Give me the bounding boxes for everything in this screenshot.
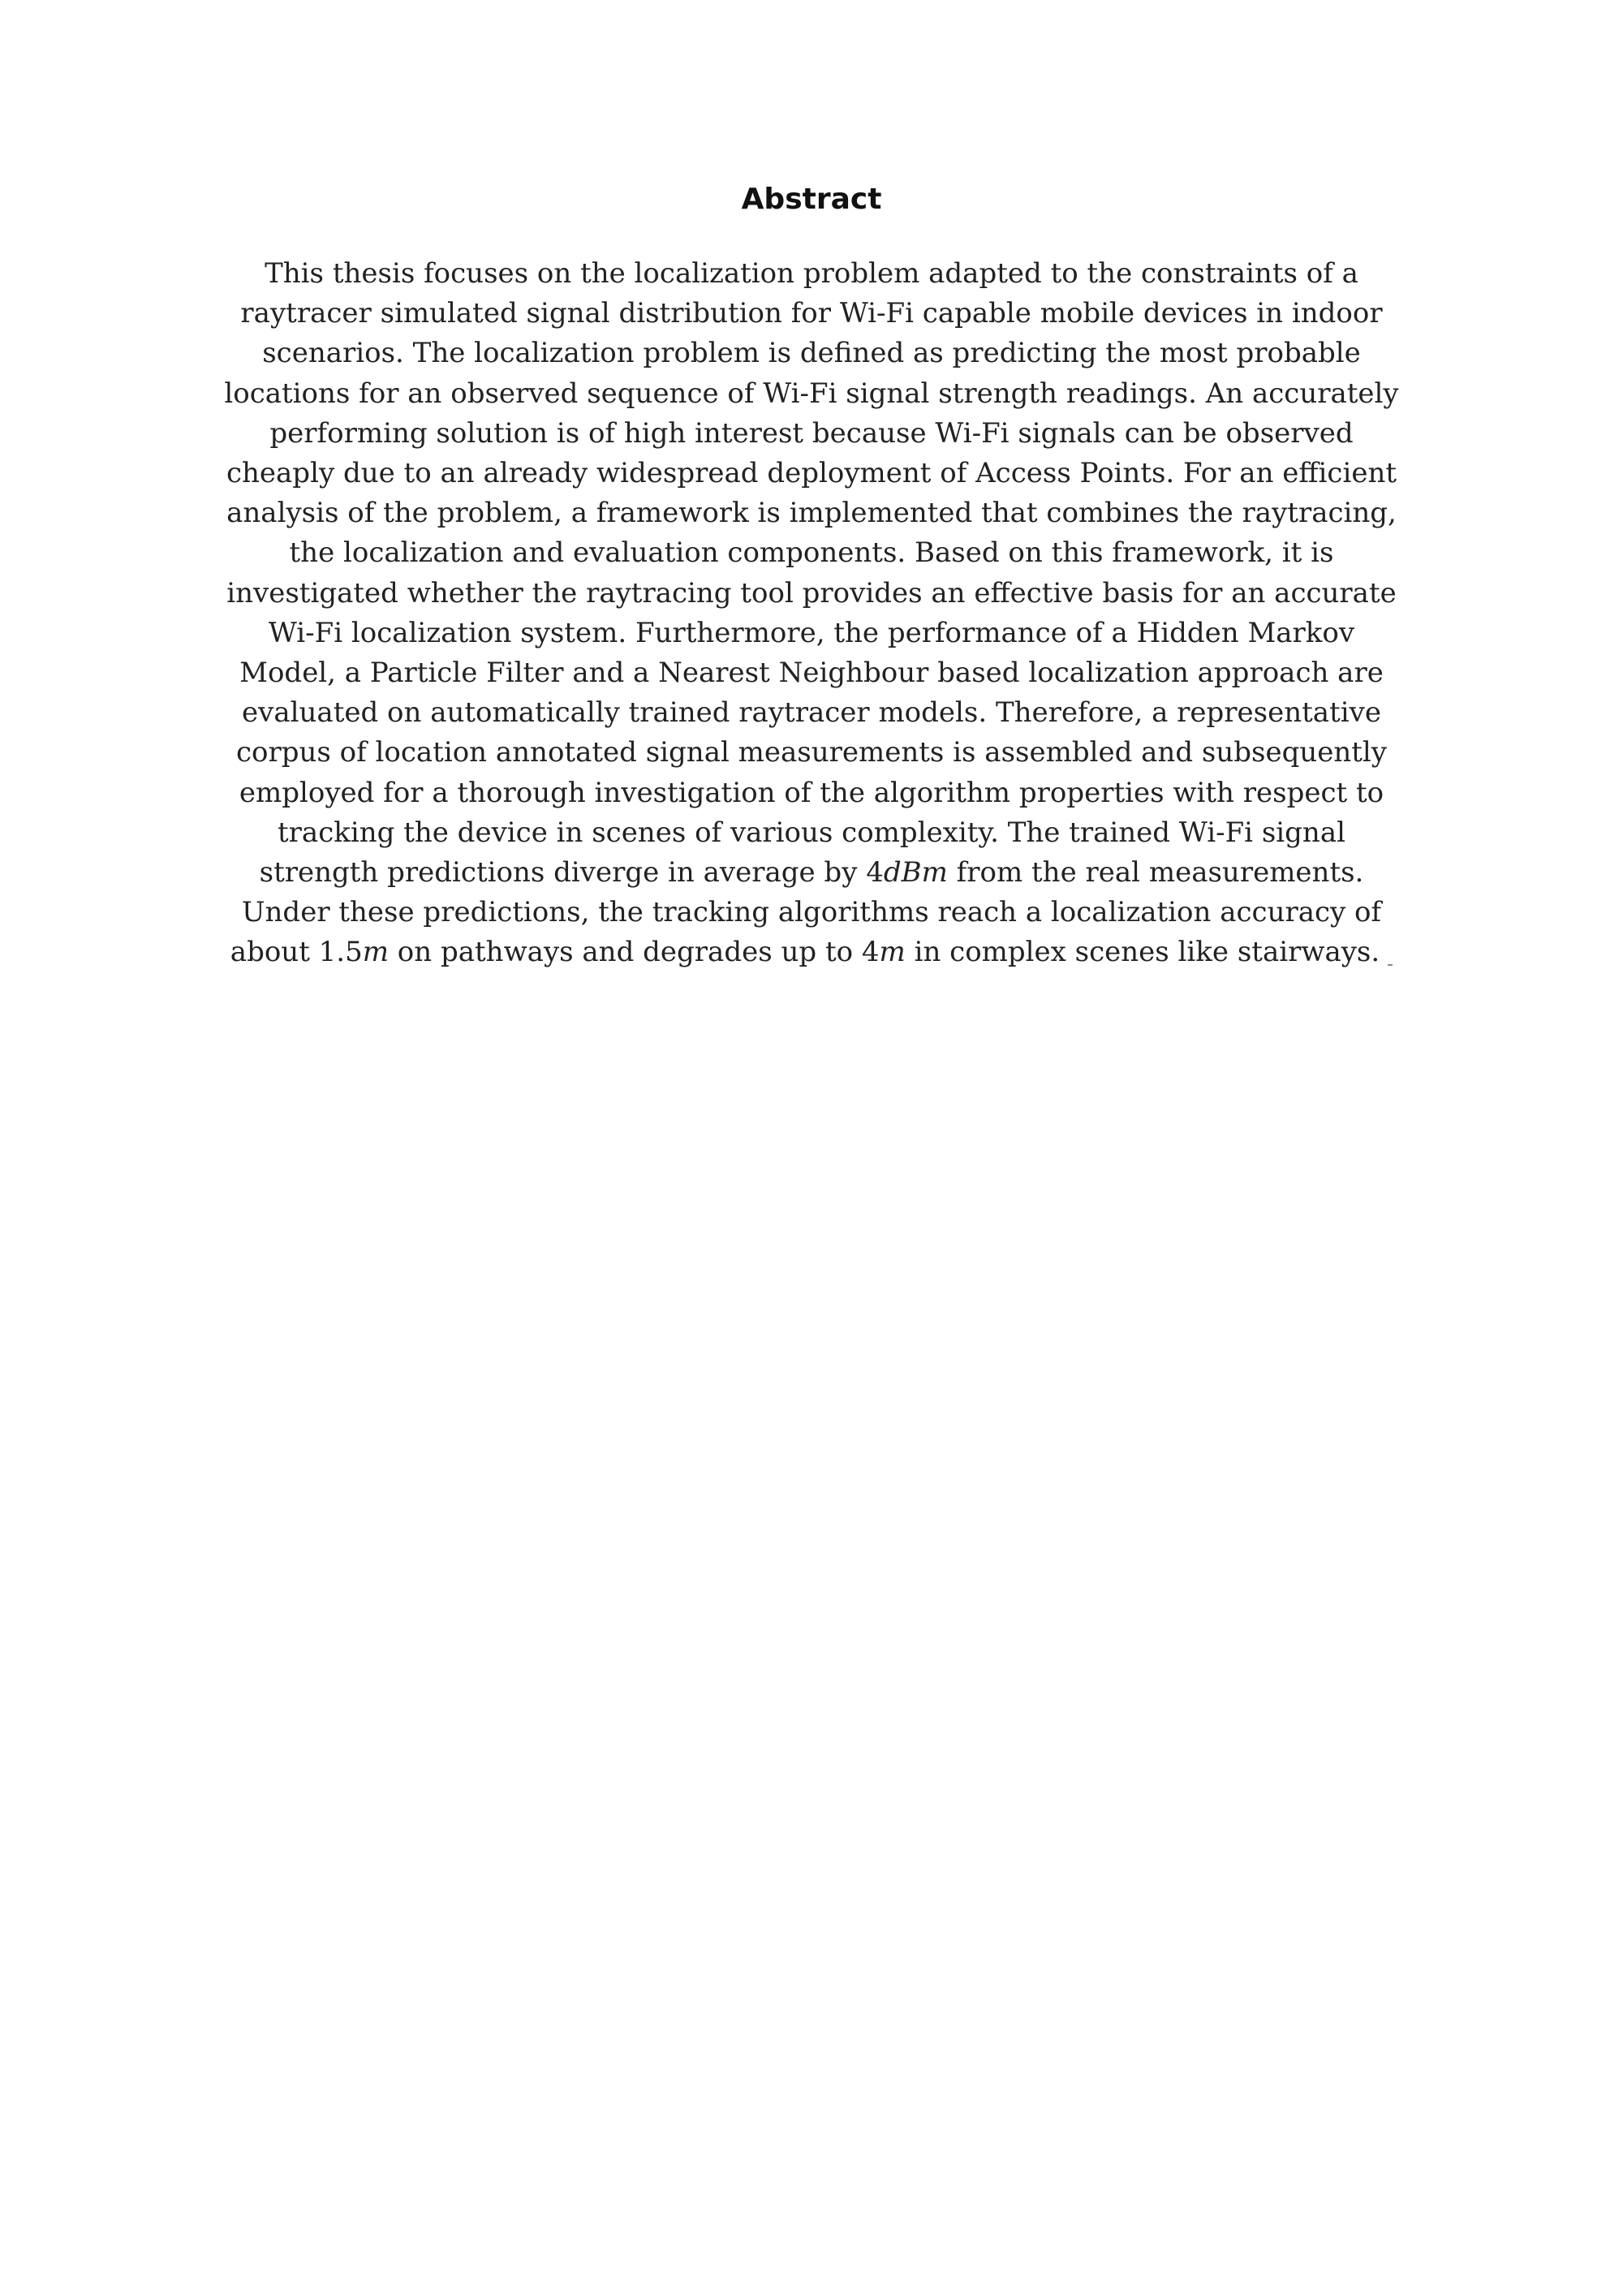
math-unit: m [362,936,389,969]
abstract-line-signal-deviation [219,853,1404,893]
math-unit: m [879,936,906,969]
text-fragment: on pathways and degrades up to [389,936,862,969]
abstract-line: corpus of location annotated signal measurements is assembled and subsequently [235,736,1388,769]
abstract-line: Wi-Fi localization system. Furthermore, the performance of a Hidden Markov [268,616,1355,649]
abstract-line: analysis of the problem, a framework is implemented that combines the raytracing, [226,497,1397,530]
text-fragment: strength predictions diverge in average by [259,856,867,890]
abstract-line: raytracer simulated signal distribution for Wi-Fi capable mobile devices in indoor [240,297,1383,330]
abstract-line: performing solution is of high interest because Wi-Fi signals can be observed [269,416,1354,450]
end-mark [1388,964,1393,966]
abstract-line: locations for an observed sequence of Wi-Fi signal strength readings. An accurately [224,377,1399,410]
abstract-line: tracking the device in scenes of various complexity. The trained Wi-Fi signal [278,816,1345,849]
abstract-line: investigated whether the raytracing tool provides an effective basis for an accurate [226,576,1397,610]
abstract-line: This thesis focuses on the localization problem adapted to the constraints of a [265,257,1358,290]
abstract-line: the localization and evaluation components. Based on this framework, it is [289,536,1334,570]
text-fragment: in complex scenes like stairways. [905,936,1380,969]
abstract-line: Model, a Particle Filter and a Nearest Neighbour based localization approach are [239,657,1384,690]
abstract-line: scenarios. The localization problem is defined as predicting the most probable [262,337,1361,370]
text-fragment: about [230,936,319,969]
math-unit: dBm [883,856,948,890]
abstract-body [219,254,1404,973]
math-value: 4 [861,936,880,969]
abstract-line: Under these predictions, the tracking algorithms reach a localization accuracy of [241,896,1382,929]
abstract-line: evaluated on automatically trained raytracer models. Therefore, a representative [242,696,1381,730]
abstract-line: employed for a thorough investigation of the algorithm properties with respect to [239,776,1384,809]
math-value: 4 [866,856,884,890]
abstract-line-accuracy [219,933,1404,972]
math-value: 1.5 [318,936,363,969]
abstract-title: Abstract [741,183,882,216]
abstract-line: cheaply due to an already widespread deployment of Access Points. For an efficient [226,457,1397,490]
text-fragment: from the real measurements. [947,856,1364,890]
